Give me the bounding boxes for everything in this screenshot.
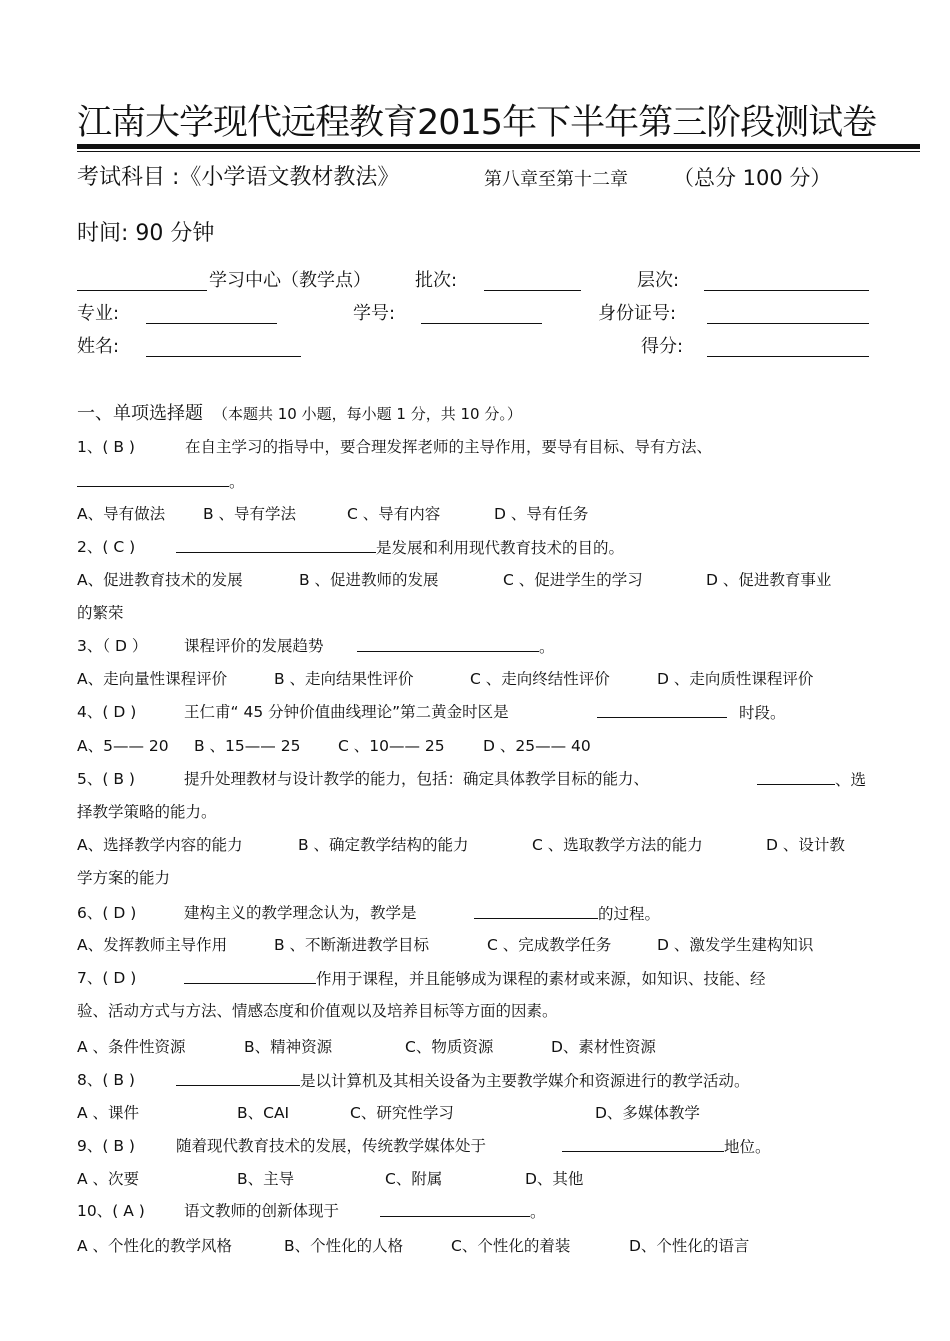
option-a: A、5—— 20 bbox=[77, 737, 169, 755]
answer-blank[interactable] bbox=[77, 469, 229, 487]
option-c: C、研究性学习 bbox=[350, 1104, 454, 1122]
option-b: B 、确定教学结构的能力 bbox=[298, 836, 469, 854]
question-6 bbox=[77, 901, 661, 925]
question-1 bbox=[77, 435, 713, 459]
major-blank[interactable] bbox=[146, 323, 277, 324]
answer-blank[interactable] bbox=[176, 1068, 300, 1086]
exam-time: 时间: 90 分钟 bbox=[77, 221, 215, 246]
answer-blank[interactable] bbox=[380, 1199, 530, 1217]
question-head: 2、( C ) bbox=[77, 538, 136, 556]
option-b: B 、走向结果性评价 bbox=[274, 670, 414, 688]
option-c: C、个性化的着装 bbox=[451, 1237, 571, 1255]
score-blank[interactable] bbox=[707, 356, 869, 357]
question-tail: 。 bbox=[530, 1203, 546, 1221]
option-d: D 、走向质性课程评价 bbox=[657, 670, 814, 688]
question-tail: 的过程。 bbox=[598, 905, 661, 923]
option-c: C 、10—— 25 bbox=[338, 737, 445, 755]
answer-blank[interactable] bbox=[474, 901, 598, 919]
option-d: D、个性化的语言 bbox=[629, 1237, 750, 1255]
subject-label: 考试科目 :《小学语文教材教法》 bbox=[77, 165, 400, 190]
level-label: 层次: bbox=[637, 270, 680, 291]
section-heading bbox=[77, 401, 522, 427]
option-c: C、附属 bbox=[385, 1170, 443, 1188]
question-stem: 建构主义的教学理念认为，教学是 bbox=[184, 904, 417, 922]
total-score: （总分 100 分） bbox=[673, 166, 832, 190]
option-b: B 、促进教师的发展 bbox=[299, 571, 439, 589]
question-10 bbox=[77, 1199, 546, 1223]
question-stem: 语文教师的创新体现于 bbox=[184, 1202, 340, 1220]
option-wrap: 的繁荣 bbox=[77, 604, 124, 622]
question-stem: 随着现代教育技术的发展，传统教学媒体处于 bbox=[176, 1137, 487, 1155]
question-stem: 王仁甫“ 45 分钟价值曲线理论”第二黄金时区是 bbox=[184, 703, 509, 721]
option-b: B 、导有学法 bbox=[203, 505, 297, 523]
question-3 bbox=[77, 634, 555, 658]
option-d: D、素材性资源 bbox=[551, 1038, 656, 1056]
question-head: 10、( A ) bbox=[77, 1202, 145, 1220]
option-d: D 、设计教 bbox=[766, 836, 845, 854]
option-a: A 、次要 bbox=[77, 1170, 140, 1188]
option-c: C 、导有内容 bbox=[347, 505, 441, 523]
name-label: 姓名: bbox=[77, 336, 120, 357]
answer-blank[interactable] bbox=[597, 700, 727, 718]
question-head: 7、( D ) bbox=[77, 969, 137, 987]
score-label: 得分: bbox=[641, 336, 684, 357]
batch-label: 批次: bbox=[415, 270, 458, 291]
question-tail: 作用于课程，并且能够成为课程的素材或来源，如知识、技能、经 bbox=[316, 970, 766, 988]
chapter-range: 第八章至第十二章 bbox=[484, 169, 628, 190]
answer-blank[interactable] bbox=[357, 634, 539, 652]
option-c: C 、走向终结性评价 bbox=[470, 670, 610, 688]
subject-line bbox=[77, 163, 832, 193]
title-rule-thin bbox=[77, 151, 920, 152]
option-b: B 、不断渐进教学目标 bbox=[274, 936, 430, 954]
option-a: A 、个性化的教学风格 bbox=[77, 1237, 233, 1255]
question-tail: 、选 bbox=[835, 771, 867, 789]
question-8 bbox=[77, 1068, 750, 1092]
question-tail: 。 bbox=[229, 473, 245, 491]
option-b: B、个性化的人格 bbox=[284, 1237, 404, 1255]
option-c: C 、选取教学方法的能力 bbox=[532, 836, 703, 854]
question-head: 4、( D ) bbox=[77, 703, 137, 721]
option-d: D 、激发学生建构知识 bbox=[657, 936, 814, 954]
question-head: 8、( B ) bbox=[77, 1071, 135, 1089]
question-1-blank-line bbox=[77, 469, 245, 494]
option-c: C、物质资源 bbox=[405, 1038, 494, 1056]
question-5 bbox=[77, 767, 869, 791]
id-no-blank[interactable] bbox=[707, 323, 869, 324]
question-head: 1、( B ) bbox=[77, 438, 135, 456]
answer-blank[interactable] bbox=[184, 966, 316, 984]
question-tail: 。 bbox=[539, 638, 555, 656]
center-label: 学习中心（教学点） bbox=[209, 270, 371, 291]
option-d: D 、25—— 40 bbox=[483, 737, 591, 755]
question-4 bbox=[77, 700, 786, 724]
question-head: 3、（ D ） bbox=[77, 637, 148, 655]
student-no-blank[interactable] bbox=[421, 323, 542, 324]
question-tail: 地位。 bbox=[724, 1138, 771, 1156]
question-7 bbox=[77, 966, 766, 990]
option-wrap: 学方案的能力 bbox=[77, 869, 171, 887]
question-stem: 提升处理教材与设计教学的能力，包括：确定具体教学目标的能力、 bbox=[184, 770, 650, 788]
section-note: （本题共 10 小题，每小题 1 分，共 10 分。） bbox=[213, 405, 522, 423]
batch-blank[interactable] bbox=[484, 290, 581, 291]
question-tail: 时段。 bbox=[739, 704, 786, 722]
option-d: D、多媒体教学 bbox=[595, 1104, 700, 1122]
exam-title: 江南大学现代远程教育2015年下半年第三阶段测试卷 bbox=[77, 103, 877, 143]
name-blank[interactable] bbox=[146, 356, 301, 357]
option-a: A、发挥教师主导作用 bbox=[77, 936, 228, 954]
question-tail: 是以计算机及其相关设备为主要教学媒介和资源进行的教学活动。 bbox=[300, 1072, 750, 1090]
level-blank[interactable] bbox=[704, 290, 869, 291]
option-a: A、促进教育技术的发展 bbox=[77, 571, 243, 589]
option-a: A、走向量性课程评价 bbox=[77, 670, 228, 688]
answer-blank[interactable] bbox=[176, 535, 376, 553]
answer-blank[interactable] bbox=[757, 767, 835, 785]
option-c: C 、促进学生的学习 bbox=[503, 571, 643, 589]
id-no-label: 身份证号: bbox=[598, 303, 677, 324]
option-c: C 、完成教学任务 bbox=[487, 936, 612, 954]
question-head: 9、( B ) bbox=[77, 1137, 135, 1155]
section-title: 一、单项选择题 bbox=[77, 403, 203, 424]
question-7-wrap: 验、活动方式与方法、情感态度和价值观以及培养目标等方面的因素。 bbox=[77, 1002, 558, 1020]
question-9 bbox=[77, 1134, 771, 1158]
question-2 bbox=[77, 535, 625, 559]
option-b: B、主导 bbox=[237, 1170, 295, 1188]
title-rule-thick bbox=[77, 144, 920, 149]
question-stem: 课程评价的发展趋势 bbox=[184, 637, 324, 655]
center-blank[interactable] bbox=[77, 290, 207, 291]
question-5-wrap: 择教学策略的能力。 bbox=[77, 803, 217, 821]
option-d: D 、促进教育事业 bbox=[706, 571, 832, 589]
question-head: 5、( B ) bbox=[77, 770, 135, 788]
option-a: A、选择教学内容的能力 bbox=[77, 836, 243, 854]
option-a: A 、条件性资源 bbox=[77, 1038, 186, 1056]
option-b: B 、15—— 25 bbox=[194, 737, 301, 755]
option-b: B、精神资源 bbox=[244, 1038, 333, 1056]
option-b: B、CAI bbox=[237, 1104, 290, 1122]
option-d: D 、导有任务 bbox=[494, 505, 589, 523]
question-tail: 是发展和利用现代教育技术的目的。 bbox=[376, 539, 625, 557]
option-a: A 、课件 bbox=[77, 1104, 140, 1122]
student-no-label: 学号: bbox=[353, 303, 396, 324]
major-label: 专业: bbox=[77, 303, 120, 324]
answer-blank[interactable] bbox=[562, 1134, 724, 1152]
question-stem: 在自主学习的指导中，要合理发挥老师的主导作用，要导有目标、导有方法、 bbox=[185, 438, 713, 456]
question-head: 6、( D ) bbox=[77, 904, 137, 922]
option-a: A、导有做法 bbox=[77, 505, 166, 523]
option-d: D、其他 bbox=[525, 1170, 584, 1188]
